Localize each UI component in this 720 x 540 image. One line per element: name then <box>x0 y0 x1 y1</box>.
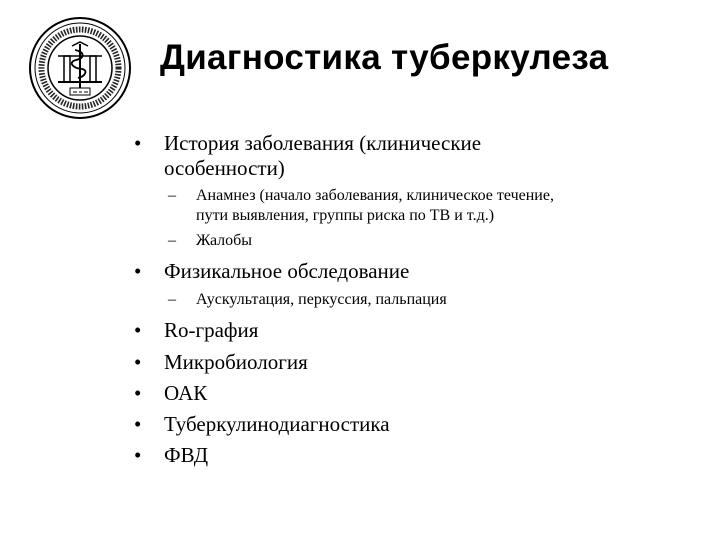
list-item-text: Физикальное обследование <box>164 259 410 283</box>
list-item-text: Микробиология <box>164 350 308 374</box>
list-item-text: ФВД <box>164 443 209 467</box>
bullet-icon: • <box>134 381 142 405</box>
list-item-text: особенности) <box>164 156 285 180</box>
bullet-icon: • <box>134 131 142 155</box>
list-subitem-text: Аускультация, перкуссия, пальпация <box>196 291 447 308</box>
list-subitem-text: Анамнез (начало заболевания, клиническое течение, <box>196 187 554 204</box>
dash-icon: – <box>168 232 176 249</box>
dash-icon: – <box>168 187 176 204</box>
list-item-text: История заболевания (клинические <box>164 131 482 155</box>
list-item-text: Ro-графия <box>164 318 259 342</box>
list-item-text: Туберкулинодиагностика <box>164 412 390 436</box>
bullet-icon: • <box>134 318 142 342</box>
dash-icon: – <box>168 291 176 308</box>
bullet-icon: • <box>134 443 142 467</box>
bullet-icon: • <box>134 412 142 436</box>
list-subitem-text: Жалобы <box>196 232 253 249</box>
slide-title: Диагностика туберкулеза <box>160 38 609 77</box>
list-subitem-text: пути выявления, группы риска по ТВ и т.д.) <box>196 207 495 224</box>
list-item-text: ОАК <box>164 381 208 405</box>
bullet-icon: • <box>134 350 142 374</box>
bullet-icon: • <box>134 259 142 283</box>
